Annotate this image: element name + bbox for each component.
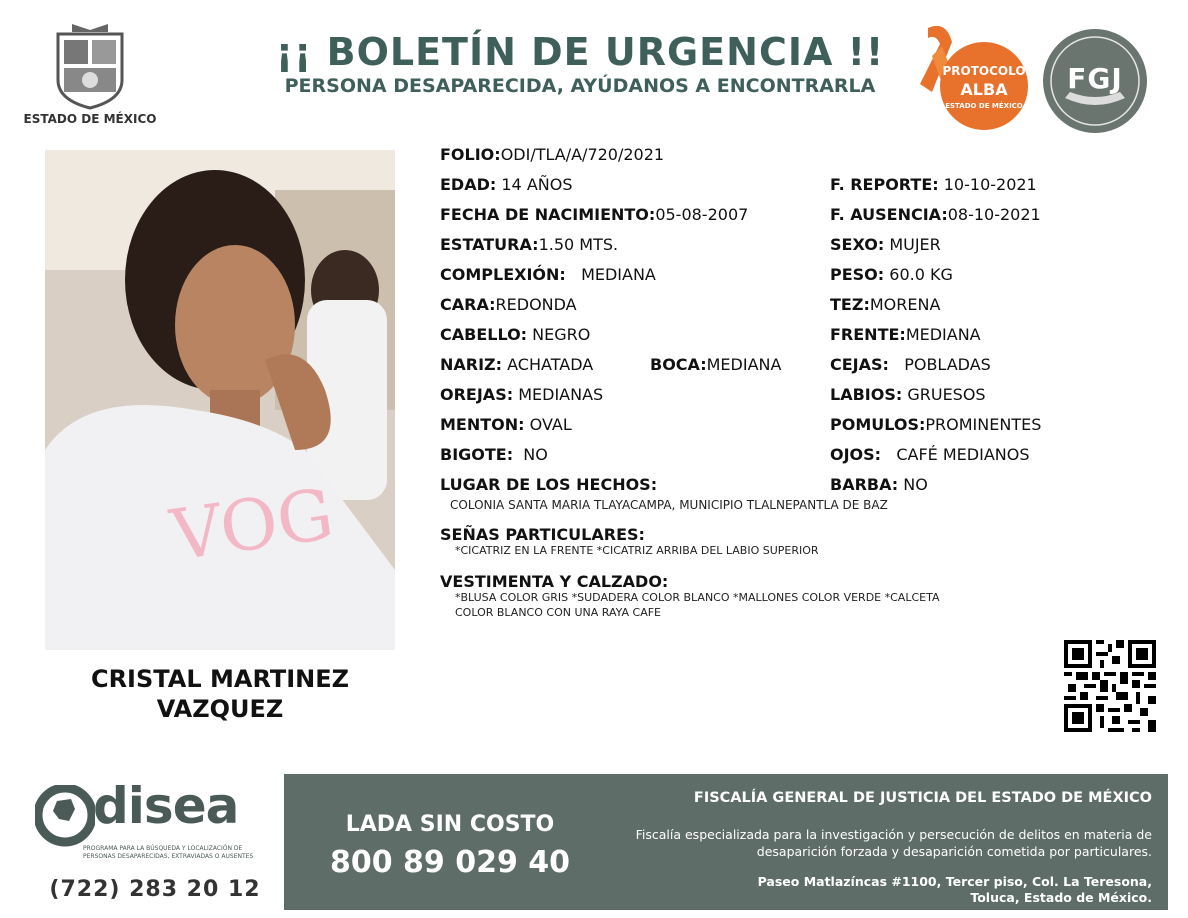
field-value: NEGRO: [532, 325, 591, 344]
field-value: 08-10-2021: [947, 205, 1041, 224]
field-boca: [650, 355, 781, 374]
field-cejas: [830, 355, 991, 374]
odisea-o: [35, 785, 36, 786]
field-complexion: [440, 265, 656, 284]
alba-line3: ESTADO DE MÉXICO: [945, 102, 1023, 110]
field-value: REDONDA: [495, 295, 577, 314]
field-cabello: [440, 325, 590, 344]
field-label: FECHA DE NACIMIENTO:: [440, 205, 656, 224]
field-value: MEDIANA: [581, 265, 656, 284]
field-label: EDAD:: [440, 175, 497, 194]
field-label: OREJAS:: [440, 385, 514, 404]
field-labios: [830, 385, 986, 404]
field-value: ODI/TLA/A/720/2021: [500, 145, 665, 164]
field-value: CAFÉ MEDIANOS: [896, 445, 1030, 464]
field-f-ausencia: [830, 205, 1041, 224]
field-value: NO: [523, 445, 548, 464]
field-value: MEDIANAS: [518, 385, 604, 404]
field-value: ACHATADA: [507, 355, 594, 374]
fgj-logo: [1040, 26, 1150, 136]
field-sexo: [830, 235, 941, 254]
field-label: OJOS:: [830, 445, 882, 464]
state-label: ESTADO DE MÉXICO: [23, 112, 157, 126]
field-label: BARBA:: [830, 475, 899, 494]
field-vestimenta-line2: COLOR BLANCO CON UNA RAYA CAFE: [455, 606, 661, 619]
field-label: CARA:: [440, 295, 496, 314]
svg-text:VOG: VOG: [165, 472, 339, 577]
field-senas-value: *CICATRIZ EN LA FRENTE *CICATRIZ ARRIBA DEL LABIO SUPERIOR: [455, 544, 819, 557]
portrait-image: [45, 150, 395, 650]
field-lugar-label: [440, 475, 657, 494]
alba-line1: PROTOCOLO: [942, 64, 1026, 78]
person-name-line2: VAZQUEZ: [156, 695, 284, 723]
odisea-phone[interactable]: (722) 283 20 12: [49, 877, 261, 902]
field-lugar-value: COLONIA SANTA MARIA TLAYACAMPA, MUNICIPIO TLALNEPANTLA DE BAZ: [450, 498, 888, 512]
field-label: F. AUSENCIA:: [830, 205, 948, 224]
field-label: SEÑAS PARTICULARES:: [440, 525, 645, 544]
field-label: ESTATURA:: [440, 235, 539, 254]
field-nariz: [440, 355, 593, 374]
field-label: PESO:: [830, 265, 885, 284]
field-label: FOLIO:: [440, 145, 501, 164]
field-label: CEJAS:: [830, 355, 889, 374]
map-pin-icon: [35, 785, 95, 847]
field-value: 10-10-2021: [943, 175, 1037, 194]
field-frente: [830, 325, 981, 344]
field-label: NARIZ:: [440, 355, 503, 374]
field-menton: [440, 415, 572, 434]
alba-line2: ALBA: [960, 80, 1008, 99]
field-value: GRUESOS: [907, 385, 986, 404]
field-label: VESTIMENTA Y CALZADO:: [440, 572, 669, 591]
field-value: MEDIANA: [905, 325, 981, 344]
fgje-description: Fiscalía especializada para la investigación y persecución de delitos en materia de desaparición forzada y desaparición cometida por particulares.: [635, 827, 1152, 859]
person-name: [45, 664, 395, 724]
field-tez: [830, 295, 940, 314]
protocolo-alba-logo: [898, 22, 1038, 132]
qr-code-icon[interactable]: [1064, 640, 1156, 732]
field-vestimenta-label: [440, 572, 668, 591]
field-value: MEDIANA: [706, 355, 782, 374]
field-label: LABIOS:: [830, 385, 903, 404]
odisea-logo: [35, 777, 270, 875]
field-label: COMPLEXIÓN:: [440, 265, 566, 284]
field-label: F. REPORTE:: [830, 175, 939, 194]
field-value: OVAL: [529, 415, 572, 434]
field-edad: [440, 175, 572, 194]
field-label: CABELLO:: [440, 325, 528, 344]
field-label: SEXO:: [830, 235, 885, 254]
field-label: POMULOS:: [830, 415, 926, 434]
field-pomulos: [830, 415, 1041, 434]
field-label: LUGAR DE LOS HECHOS:: [440, 475, 658, 494]
address-line1: Paseo Matlazíncas #1100, Tercer piso, Col. La Teresona,: [757, 874, 1152, 889]
fgje-title: FISCALÍA GENERAL DE JUSTICIA DEL ESTADO DE MÉXICO: [693, 790, 1152, 806]
field-value: NO: [903, 475, 928, 494]
field-barba: [830, 475, 928, 494]
field-cara: [440, 295, 577, 314]
person-photo: [45, 150, 395, 650]
field-value: PROMINENTES: [925, 415, 1042, 434]
field-value: 14 AÑOS: [501, 175, 573, 194]
field-value: 60.0 KG: [889, 265, 953, 284]
field-ojos: [830, 445, 1029, 464]
lada-phone-number[interactable]: 800 89 029 40: [329, 845, 571, 880]
field-value: 05-08-2007: [655, 205, 749, 224]
field-value: POBLADAS: [904, 355, 991, 374]
field-f-reporte: [830, 175, 1037, 194]
bulletin-title: ¡¡ BOLETÍN DE URGENCIA !!: [275, 30, 885, 74]
field-orejas: [440, 385, 603, 404]
field-estatura: [440, 235, 618, 254]
field-value: MUJER: [889, 235, 941, 254]
address-line2: Toluca, Estado de México.: [970, 890, 1152, 905]
field-label: BIGOTE:: [440, 445, 514, 464]
odisea-word: disea: [93, 777, 239, 835]
field-label: MENTON:: [440, 415, 525, 434]
field-value: 1.50 MTS.: [538, 235, 619, 254]
bulletin-subtitle: PERSONA DESAPARECIDA, AYÚDANOS A ENCONTRARLA: [284, 75, 876, 97]
field-label: FRENTE:: [830, 325, 906, 344]
field-bigote: [440, 445, 548, 464]
field-fecha-nacimiento: [440, 205, 748, 224]
field-peso: [830, 265, 953, 284]
coat-of-arms-icon: [50, 20, 130, 110]
field-value: MORENA: [869, 295, 941, 314]
fgj-text: FGJ: [1067, 62, 1123, 95]
field-senas-label: [440, 525, 645, 544]
field-vestimenta-line1: *BLUSA COLOR GRIS *SUDADERA COLOR BLANCO *MALLONES COLOR VERDE *CALCETA: [455, 591, 940, 604]
field-folio: [440, 145, 664, 164]
odisea-tagline: PROGRAMA PARA LA BÚSQUEDA Y LOCALIZACIÓN DE PERSONAS DESAPARECIDAS, EXTRAVIADAS O AUSENTES: [83, 845, 254, 860]
field-label: TEZ:: [830, 295, 870, 314]
field-label: BOCA:: [650, 355, 707, 374]
lada-label: LADA SIN COSTO: [345, 812, 555, 837]
person-name-line1: CRISTAL MARTINEZ: [90, 665, 350, 693]
